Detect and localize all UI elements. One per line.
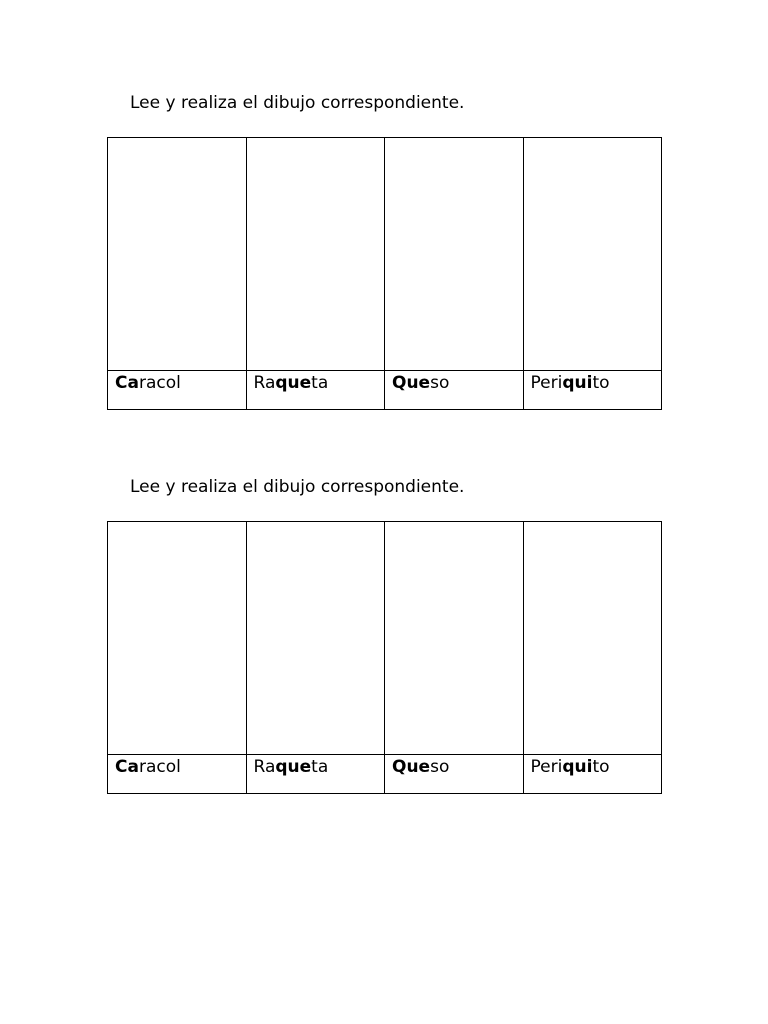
- drawing-grid: [107, 137, 662, 410]
- drawing-box[interactable]: [385, 138, 524, 371]
- word-label-caracol: [108, 371, 247, 410]
- word-label-raqueta: [246, 755, 385, 794]
- word-label-periquito: [523, 755, 662, 794]
- drawing-grid: [107, 521, 662, 794]
- word-part: qui: [562, 757, 593, 777]
- word-label-caracol: [108, 755, 247, 794]
- drawing-box[interactable]: [246, 138, 385, 371]
- drawing-box[interactable]: [385, 522, 524, 755]
- drawing-box[interactable]: [246, 522, 385, 755]
- word-part: que: [275, 757, 312, 777]
- word-part: Peri: [530, 757, 563, 777]
- word-label-queso: [385, 371, 524, 410]
- word-part: Ca: [115, 757, 139, 777]
- instruction-text: Lee y realiza el dibujo correspondiente.: [130, 477, 465, 497]
- word-part: racol: [138, 373, 181, 393]
- word-part: que: [275, 373, 312, 393]
- word-part: to: [592, 373, 610, 393]
- word-part: Que: [392, 757, 431, 777]
- instruction-text: Lee y realiza el dibujo correspondiente.: [130, 93, 465, 113]
- word-label-queso: [385, 755, 524, 794]
- word-part: Ca: [115, 373, 139, 393]
- word-part: Ra: [253, 757, 276, 777]
- word-part: so: [430, 373, 450, 393]
- word-part: Que: [392, 373, 431, 393]
- word-part: Peri: [530, 373, 563, 393]
- word-part: so: [430, 757, 450, 777]
- drawing-box[interactable]: [108, 522, 247, 755]
- word-part: ta: [311, 757, 329, 777]
- word-part: qui: [562, 373, 593, 393]
- word-label-raqueta: [246, 371, 385, 410]
- drawing-box[interactable]: [523, 138, 662, 371]
- drawing-box[interactable]: [108, 138, 247, 371]
- word-part: racol: [138, 757, 181, 777]
- word-label-periquito: [523, 371, 662, 410]
- word-part: to: [592, 757, 610, 777]
- word-part: Ra: [253, 373, 276, 393]
- drawing-box[interactable]: [523, 522, 662, 755]
- word-part: ta: [311, 373, 329, 393]
